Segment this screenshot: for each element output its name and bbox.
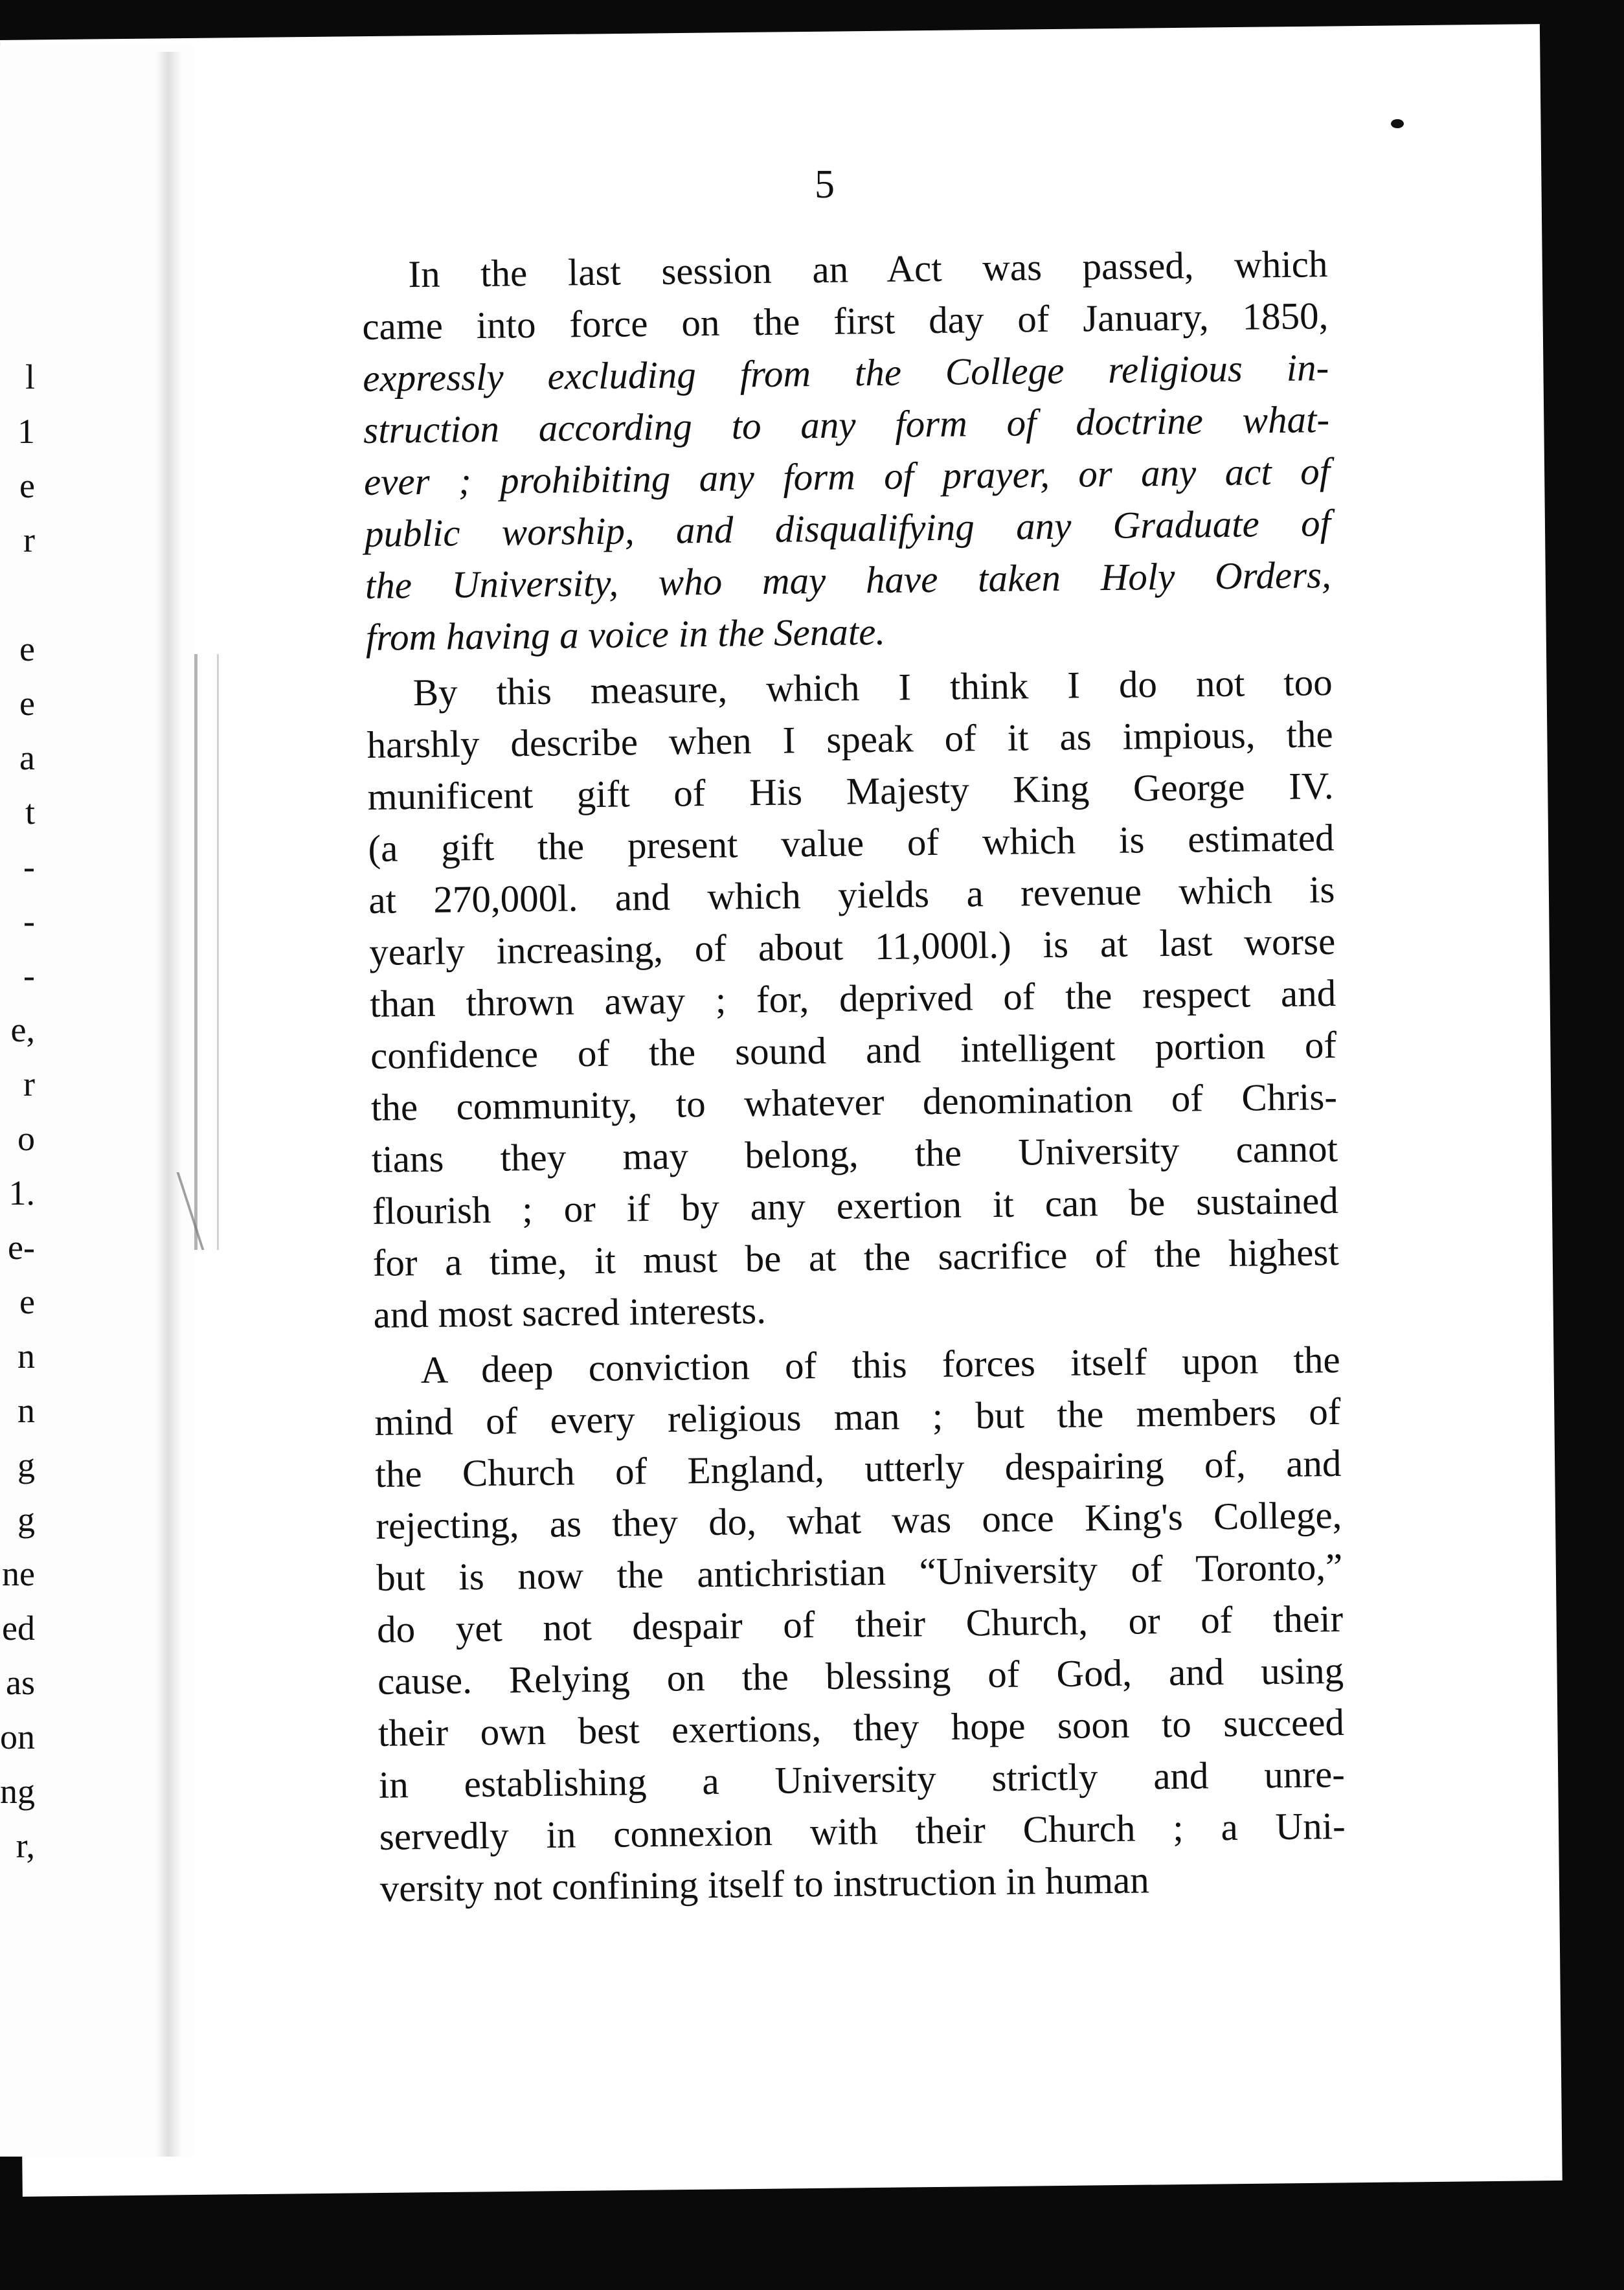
body-text	[361, 238, 1346, 1914]
facing-page-letter: ng	[0, 1772, 35, 1811]
facing-page-letter: ed	[2, 1609, 35, 1648]
text-line: versity not confining itself to instruction in human	[379, 1858, 1150, 1910]
facing-page-letter: g	[17, 1445, 35, 1484]
facing-page-letter: r	[23, 521, 35, 560]
facing-page-letter: on	[0, 1718, 35, 1756]
text-line: for a time, it must be at the sacrifice of the highest	[372, 1230, 1340, 1284]
text-line: in establishing a University strictly and unre-	[378, 1752, 1346, 1806]
text-line: and most sacred interests.	[373, 1289, 767, 1336]
text-line: (a gift the present value of which is estimated	[368, 816, 1335, 870]
text-line: By this measure, which I think I do not too	[412, 661, 1333, 714]
facing-page-letter: l	[25, 357, 35, 396]
facing-page-letters	[0, 350, 39, 1873]
text-line: cause. Relying on the blessing of God, and using	[377, 1648, 1344, 1703]
text-line: yearly increasing, of about 11,000l.) is at last worse	[368, 920, 1336, 973]
text-line: the University, who may have taken Holy Orders,	[365, 553, 1332, 607]
facing-page-letter: -	[23, 956, 35, 995]
text-line: confidence of the sound and intelligent portion of	[370, 1023, 1337, 1077]
paragraph	[366, 656, 1340, 1341]
text-line: public worship, and disqualifying any Graduate of	[364, 501, 1331, 555]
text-line: ever ; prohibiting any form of prayer, or any act of	[363, 449, 1331, 503]
facing-page-letter: ne	[2, 1554, 35, 1593]
facing-page-letter: g	[17, 1500, 35, 1539]
binding-thread	[194, 654, 219, 1250]
facing-page-letter: t	[25, 793, 35, 832]
facing-page-letter: 1.	[8, 1173, 35, 1212]
text-line: mind of every religious man ; but the members of	[374, 1389, 1341, 1444]
text-line: servedly in connexion with their Church ; a Uni-	[379, 1804, 1346, 1858]
facing-page-letter: r,	[16, 1826, 35, 1865]
text-line: expressly excluding from the College religious in-	[362, 346, 1329, 400]
facing-page-letter: o	[17, 1119, 35, 1158]
page-number: 5	[815, 163, 835, 207]
text-line: the Church of England, utterly despairing of, and	[375, 1441, 1342, 1495]
facing-page-letter: e	[19, 629, 35, 668]
text-line: harshly describe when I speak of it as impious, the	[367, 712, 1333, 766]
text-line: the community, to whatever denomination of Chris-	[370, 1074, 1338, 1129]
text-line: A deep conviction of this forces itself upon the	[420, 1337, 1340, 1392]
text-line: at 270,000l. and which yields a revenue which is	[368, 868, 1335, 922]
facing-page-letter: as	[6, 1663, 35, 1702]
text-line: munificent gift of His Majesty King George IV.	[367, 764, 1334, 818]
facing-page-letter: e,	[10, 1010, 35, 1049]
facing-page-letter: -	[23, 847, 35, 886]
facing-page-letter: -	[23, 901, 35, 940]
scan-speck	[1391, 119, 1404, 128]
gutter-shadow	[155, 52, 181, 2157]
text-line: do yet not despair of their Church, or of their	[376, 1596, 1344, 1651]
paragraph	[361, 238, 1332, 663]
facing-page-letter: e-	[8, 1228, 35, 1267]
text-line: tians they may belong, the University cannot	[371, 1126, 1338, 1181]
facing-page-letter: e	[19, 466, 35, 505]
paragraph	[374, 1333, 1346, 1914]
facing-page-letter: n	[17, 1391, 35, 1430]
facing-page-letter: a	[19, 738, 35, 777]
text-line: In the last session an Act was passed, which	[408, 242, 1328, 296]
facing-page-letter: 1	[17, 412, 35, 451]
text-line: rejecting, as they do, what was once King's College,	[375, 1493, 1342, 1547]
facing-page-letter: e	[19, 1282, 35, 1321]
facing-page-letter: n	[17, 1337, 35, 1376]
text-line: than thrown away ; for, deprived of the respect and	[369, 971, 1336, 1025]
text-line: came into force on the first day of January, 1850,	[361, 294, 1329, 348]
text-line: struction according to any form of doctrine what-	[363, 398, 1330, 451]
text-line: their own best exertions, they hope soon to succeed	[378, 1700, 1345, 1754]
facing-page-letter: e	[19, 684, 35, 723]
text-line: but is now the antichristian “University of Toronto,”	[376, 1545, 1343, 1599]
text-line: flourish ; or if by any exertion it can be sustained	[372, 1178, 1339, 1232]
text-line: from having a voice in the Senate.	[365, 609, 886, 659]
facing-page-letter	[0, 567, 39, 622]
facing-page-letter: r	[23, 1065, 35, 1104]
